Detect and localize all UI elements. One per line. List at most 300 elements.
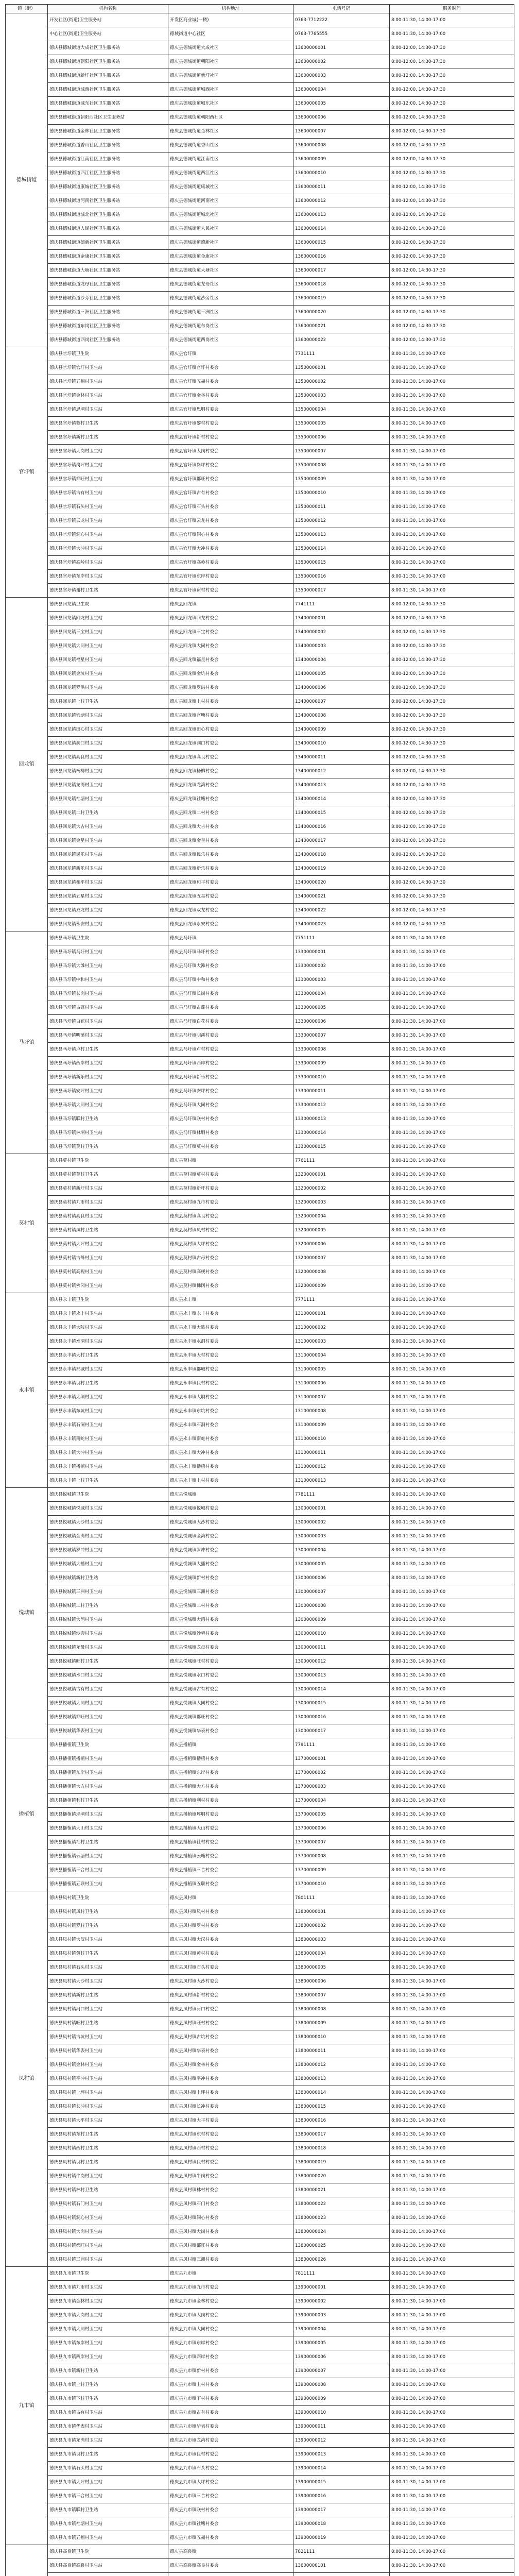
table-row: [6, 681, 514, 695]
institution-address: 德庆县悦城镇大播村委会: [168, 1557, 293, 1571]
institution-name: 德庆县回龙镇龙湾村卫生站: [48, 778, 168, 792]
service-hours: 8:00-11:30, 14:00-17:00: [390, 2364, 514, 2378]
table-row: [6, 1349, 514, 1363]
phone-number: 13600000022: [293, 333, 390, 347]
table-row: [6, 166, 514, 180]
table-row: [6, 2267, 514, 2281]
service-hours: 8:00-12:00, 14:30-17:30: [390, 681, 514, 695]
institution-name: 德庆县官圩镇东岸村卫生站: [48, 570, 168, 584]
table-row: [6, 1029, 514, 1043]
service-hours: 8:00-12:00, 14:30-17:30: [390, 904, 514, 918]
phone-number: 7821111: [293, 2545, 390, 2559]
service-hours: 8:00-11:30, 14:00-17:00: [390, 1112, 514, 1126]
institution-address: 德庆县回龙镇社塘村委会: [168, 792, 293, 806]
service-hours: 8:00-12:00, 14:30-17:30: [390, 639, 514, 653]
institution-name: [48, 2573, 168, 2576]
institution-name: 德庆县播植镇利村卫生站: [48, 1794, 168, 1808]
institution-address: 德庆县官圩镇岗坪村委会: [168, 459, 293, 472]
service-hours: 8:00-11:30, 14:00-17:00: [390, 1516, 514, 1530]
table-row: [6, 486, 514, 500]
phone-number: 13500000001: [293, 361, 390, 375]
service-hours: 8:00-12:00, 14:30-17:30: [390, 152, 514, 166]
table-row: [6, 1780, 514, 1794]
table-row: [6, 1015, 514, 1029]
service-hours: 8:00-12:00, 14:30-17:30: [390, 208, 514, 222]
phone-number: 13600000012: [293, 194, 390, 208]
institution-address: 德庆县播植镇: [168, 1738, 293, 1752]
institution-address: 德庆县德城街道大塘社区: [168, 264, 293, 278]
phone-number: 13800000012: [293, 2058, 390, 2072]
institution-address: 德庆县马圩镇长岗村委会: [168, 987, 293, 1001]
table-row: [6, 1947, 514, 1961]
institution-name: 德庆县德城街道龙母社区卫生服务站: [48, 278, 168, 292]
table-row: [6, 639, 514, 653]
phone-number: 13100000002: [293, 1321, 390, 1335]
institution-name: 德庆县凤村镇金林村卫生站: [48, 2058, 168, 2072]
institution-name: 德庆县悦城镇古有村卫生站: [48, 1683, 168, 1697]
institution-name: 德庆县永丰镇南蛇村卫生站: [48, 1432, 168, 1446]
institution-name: 德庆县莫村镇新圩村卫生站: [48, 1182, 168, 1196]
institution-address: 德庆县德城街道朝阳社区: [168, 55, 293, 69]
phone-number: 7751111: [293, 931, 390, 945]
phone-number: 13000000009: [293, 1613, 390, 1627]
institution-name: 德庆县官圩镇高岭村卫生站: [48, 556, 168, 570]
table-row: [6, 194, 514, 208]
institution-address: 德庆县凤村镇西村村委会: [168, 2142, 293, 2156]
institution-address: 德庆县凤村镇良村村委会: [168, 2156, 293, 2170]
phone-number: 13700000006: [293, 1822, 390, 1836]
institution-address: 德庆县马圩镇林垌村委会: [168, 1126, 293, 1140]
phone-number: 13800000025: [293, 2239, 390, 2253]
service-hours: 8:00-12:00, 14:30-17:30: [390, 751, 514, 765]
institution-address: 德庆县凤村镇上坪村委会: [168, 2086, 293, 2100]
phone-number: 13000000016: [293, 1710, 390, 1724]
phone-number: 13400000011: [293, 751, 390, 765]
service-hours: 8:00-12:00, 14:30-17:30: [390, 820, 514, 834]
institution-name: 德庆县九市镇社塘村卫生站: [48, 2517, 168, 2531]
table-row: [6, 278, 514, 292]
table-row: [6, 1891, 514, 1905]
phone-number: 13800000007: [293, 1989, 390, 2003]
institution-address: 德庆县官圩镇黎村村委会: [168, 417, 293, 431]
institution-name: 德庆县凤村镇西村卫生站: [48, 2142, 168, 2156]
institution-address: 德庆县德城街道江南社区: [168, 152, 293, 166]
service-hours: 8:00-11:30, 14:00-17:00: [390, 2156, 514, 2170]
table-row: [6, 459, 514, 472]
institution-address: 德庆县悦城镇二村村委会: [168, 1599, 293, 1613]
institution-name: 德庆县官圩镇石头村卫生站: [48, 500, 168, 514]
phone-number: 13400000007: [293, 695, 390, 709]
table-row: [6, 1571, 514, 1585]
phone-number: 13300000003: [293, 973, 390, 987]
table-row: [6, 737, 514, 751]
phone-number: 13100000001: [293, 1307, 390, 1321]
phone-number: 13400000022: [293, 904, 390, 918]
institution-name: 德庆县九市镇卫生院: [48, 2267, 168, 2281]
institution-name: 德庆县九市镇东岸村卫生站: [48, 2336, 168, 2350]
institution-address: 德庆县永丰镇都城村委会: [168, 1363, 293, 1377]
institution-name: 德庆县播植镇三合村卫生站: [48, 1863, 168, 1877]
institution-address: 德庆县九市镇: [168, 2267, 293, 2281]
phone-number: 13000000010: [293, 1627, 390, 1641]
institution-name: 德庆县德城街道沙旁社区卫生服务站: [48, 292, 168, 306]
table-row: [6, 1724, 514, 1738]
institution-address: 德庆县九市镇东岸村委会: [168, 2336, 293, 2350]
institution-address: 德庆县凤村镇平冲村委会: [168, 2072, 293, 2086]
service-hours: 8:00-11:30, 14:00-17:00: [390, 1238, 514, 1251]
service-hours: 8:00-11:30, 14:00-17:00: [390, 1168, 514, 1182]
institution-name: 德庆县回龙镇上村卫生站: [48, 695, 168, 709]
phone-number: 13400000015: [293, 806, 390, 820]
institution-name: 德庆县悦城镇龙母村卫生站: [48, 1641, 168, 1655]
phone-number: 13400000002: [293, 625, 390, 639]
table-row: [6, 2503, 514, 2517]
phone-number: 13500000014: [293, 542, 390, 556]
service-hours: 8:00-11:30, 14:00-17:00: [390, 1544, 514, 1557]
service-hours: 8:00-11:30, 14:00-17:00: [390, 1571, 514, 1585]
institution-name: 德庆县永丰镇良村卫生站: [48, 1377, 168, 1391]
institution-address: 德庆县官圩镇谢村村委会: [168, 584, 293, 598]
phone-number: 13600000008: [293, 139, 390, 152]
phone-number: 0763-7765555: [293, 27, 390, 41]
institution-name: 德庆县官圩镇古有村卫生站: [48, 486, 168, 500]
service-hours: 8:00-12:00, 14:30-17:30: [390, 695, 514, 709]
table-row: [6, 1377, 514, 1391]
service-hours: 8:00-11:30, 14:00-17:00: [390, 2378, 514, 2392]
institution-address: 德庆县官圩镇大冲村委会: [168, 542, 293, 556]
table-row: [6, 1057, 514, 1071]
institution-name: 德庆县播植镇播植村卫生站: [48, 1752, 168, 1766]
institution-address: 德庆县马圩镇古蓬村委会: [168, 1001, 293, 1015]
service-hours: 8:00-11:30, 14:00-17:00: [390, 459, 514, 472]
table-row: [6, 55, 514, 69]
institution-address: 德庆县德城街道城西社区: [168, 83, 293, 97]
institution-name: 德庆县回龙镇洞口村卫生站: [48, 737, 168, 751]
service-hours: 8:00-11:30, 14:00-17:00: [390, 1432, 514, 1446]
table-row: [6, 472, 514, 486]
table-row: [6, 1071, 514, 1084]
institution-name: 德庆县九市镇三合村卫生站: [48, 2489, 168, 2503]
institution-name: 德庆县回龙镇卫生院: [48, 598, 168, 612]
institution-name: 德庆县播植镇五联村卫生站: [48, 1877, 168, 1891]
phone-number: 13000000008: [293, 1599, 390, 1613]
service-hours: 8:00-11:30, 14:00-17:00: [390, 542, 514, 556]
phone-number: 13200000006: [293, 1238, 390, 1251]
table-row: [6, 333, 514, 347]
service-hours: 8:00-11:30, 14:00-17:00: [390, 2183, 514, 2197]
service-hours: 8:00-11:30, 14:00-17:00: [390, 1891, 514, 1905]
institution-name: 德庆县悦城镇罗冲村卫生站: [48, 1544, 168, 1557]
institution-name: 德庆县回龙镇金星村卫生站: [48, 834, 168, 848]
service-hours: 8:00-11:30, 14:00-17:00: [390, 2225, 514, 2239]
institution-name: 德庆县永丰镇都城村卫生站: [48, 1363, 168, 1377]
phone-number: 13800000008: [293, 2003, 390, 2016]
institution-name: 中心社区(街道)卫生服务站: [48, 27, 168, 41]
institution-name: 德庆县官圩镇金林村卫生站: [48, 389, 168, 403]
phone-number: 13900000009: [293, 2392, 390, 2406]
phone-number: 13600000016: [293, 250, 390, 264]
phone-number: 13700000005: [293, 1808, 390, 1822]
institution-address: 德庆县德城街道三洲社区: [168, 306, 293, 319]
institution-name: 德庆县德城街道三洲社区卫生服务站: [48, 306, 168, 319]
table-row: [6, 556, 514, 570]
table-row: [6, 2058, 514, 2072]
institution-address: 德庆县九市镇下村村委会: [168, 2392, 293, 2406]
table-row: [6, 1738, 514, 1752]
institution-name: 德庆县悦城镇大沙村卫生站: [48, 1516, 168, 1530]
institution-address: 德庆县播植镇社村村委会: [168, 1836, 293, 1850]
table-row: [6, 1488, 514, 1502]
phone-number: 13200000001: [293, 1168, 390, 1182]
service-hours: 8:00-11:30, 14:00-17:00: [390, 1224, 514, 1238]
header-phone: 电话号码: [293, 5, 390, 13]
phone-number: 13300000011: [293, 1084, 390, 1098]
institution-address: 德庆县永丰镇水洞村委会: [168, 1335, 293, 1349]
institution-address: 德庆县德城街道龙母社区: [168, 278, 293, 292]
table-row: [6, 1279, 514, 1293]
phone-number: 13000000014: [293, 1683, 390, 1697]
table-row: [6, 1530, 514, 1544]
institution-address: 德庆县回龙镇五星村委会: [168, 890, 293, 904]
table-row: [6, 709, 514, 723]
institution-name: 德庆县回龙镇回龙村卫生站: [48, 612, 168, 625]
institution-address: 德庆县莫村镇高良村委会: [168, 1210, 293, 1224]
table-row: [6, 2183, 514, 2197]
table-row: [6, 542, 514, 556]
service-hours: 8:00-12:00, 14:30-17:30: [390, 125, 514, 139]
institution-name: 德庆县凤村镇良村卫生站: [48, 2156, 168, 2170]
table-row: [6, 2197, 514, 2211]
institution-address: 德庆县九市镇石头村委会: [168, 2462, 293, 2476]
table-row: [6, 890, 514, 904]
table-row: [6, 1446, 514, 1460]
institution-address: 德庆县德城街道金林社区: [168, 125, 293, 139]
phone-number: 13900000008: [293, 2378, 390, 2392]
institution-address: 德庆县莫村镇新圩村委会: [168, 1182, 293, 1196]
service-hours: 8:00-11:30, 14:00-17:00: [390, 1349, 514, 1363]
institution-name: 德庆县回龙镇罗洪村卫生站: [48, 681, 168, 695]
phone-number: 13400000014: [293, 792, 390, 806]
institution-name: 德庆县德城街道河南社区卫生服务站: [48, 194, 168, 208]
table-row: [6, 2114, 514, 2128]
phone-number: 13300000008: [293, 1043, 390, 1057]
service-hours: 8:00-11:30, 14:00-17:00: [390, 1126, 514, 1140]
service-hours: 8:00-11:30, 14:00-17:00: [390, 959, 514, 973]
institution-name: 德庆县凤村镇新村卫生站: [48, 1989, 168, 2003]
phone-number: 13600000010: [293, 166, 390, 180]
institution-name: 德庆县播植镇坪垌村卫生站: [48, 1808, 168, 1822]
table-row: [6, 208, 514, 222]
institution-name: 德庆县德城街道金林社区卫生服务站: [48, 125, 168, 139]
institution-address: 德庆县播植镇云塘村委会: [168, 1850, 293, 1863]
service-hours: 8:00-11:30, 14:00-17:00: [390, 2462, 514, 2476]
institution-name: 德庆县马圩镇中和村卫生站: [48, 973, 168, 987]
institution-name: 德庆县官圩镇官圩村卫生站: [48, 361, 168, 375]
institution-name: 德庆县德城街道大塘社区卫生服务站: [48, 264, 168, 278]
table-row: [6, 1251, 514, 1265]
phone-number: 13400000009: [293, 723, 390, 737]
service-hours: 8:00-11:30, 14:00-17:00: [390, 2170, 514, 2183]
service-hours: 8:00-12:00, 14:30-17:30: [390, 778, 514, 792]
table-row: [6, 1710, 514, 1724]
table-row: [6, 27, 514, 41]
institution-name: 德庆县九市镇金林村卫生站: [48, 2295, 168, 2309]
phone-number: 13400000003: [293, 639, 390, 653]
institution-address: 德庆县德城街道城北社区: [168, 208, 293, 222]
institution-name: 德庆县永丰镇东坑村卫生站: [48, 1404, 168, 1418]
institution-address: 德庆县德城街道香山社区: [168, 139, 293, 152]
table-row: [6, 792, 514, 806]
institution-address: 德庆县高良镇: [168, 2545, 293, 2559]
table-row: [6, 695, 514, 709]
institution-address: 德庆县马圩镇卢村村委会: [168, 1043, 293, 1057]
service-directory: [5, 4, 514, 2576]
institution-address: 德庆县官圩镇: [168, 347, 293, 361]
institution-address: 德庆县莫村镇九市村委会: [168, 1196, 293, 1210]
phone-number: 13800000017: [293, 2128, 390, 2142]
institution-name: 德庆县回龙镇官塘村卫生站: [48, 709, 168, 723]
table-row: [6, 1863, 514, 1877]
phone-number: 13300000013: [293, 1112, 390, 1126]
phone-number: 0763-7712222: [293, 13, 390, 27]
service-hours: 8:00-12:00, 14:30-17:30: [390, 264, 514, 278]
institution-address: 德庆县莫村镇佛冈村委会: [168, 1279, 293, 1293]
institution-name: 德庆县官圩镇云龙村卫生站: [48, 514, 168, 528]
institution-name: 德庆县九市镇大同村卫生站: [48, 2323, 168, 2336]
service-hours: 8:00-11:30, 14:00-17:00: [390, 528, 514, 542]
institution-address: 开发区商业城(一楼): [168, 13, 293, 27]
institution-address: 德庆县马圩镇白花村委会: [168, 1015, 293, 1029]
service-hours: 8:00-11:30, 14:00-17:00: [390, 1293, 514, 1307]
table-row: [6, 959, 514, 973]
institution-name: 德庆县莫村镇高良村卫生站: [48, 1210, 168, 1224]
service-hours: 8:00-11:30, 14:00-17:00: [390, 1738, 514, 1752]
header-town: 镇（街）: [6, 5, 48, 13]
institution-name: 德庆县九市镇大坪村卫生站: [48, 2476, 168, 2489]
institution-name: 德庆县悦城镇大播村卫生站: [48, 1557, 168, 1571]
institution-address: 德庆县悦城镇罗冲村委会: [168, 1544, 293, 1557]
institution-address: 德庆县永丰镇: [168, 1293, 293, 1307]
institution-address: 德庆县九市镇社塘村委会: [168, 2517, 293, 2531]
service-hours: 8:00-11:30, 14:00-17:00: [390, 1961, 514, 1975]
table-row: [6, 2225, 514, 2239]
service-hours: 8:00-12:00, 14:30-17:30: [390, 876, 514, 890]
service-hours: [390, 2573, 514, 2576]
institution-address: 德庆县回龙镇杨柳村委会: [168, 765, 293, 778]
service-hours: 8:00-11:30, 14:00-17:00: [390, 2392, 514, 2406]
phone-number: 13000000004: [293, 1544, 390, 1557]
table-row: [6, 1697, 514, 1710]
institution-name: 德庆县回龙镇杨柳村卫生站: [48, 765, 168, 778]
phone-number: 13400000018: [293, 848, 390, 862]
table-row: [6, 2517, 514, 2531]
institution-address: 德庆县马圩镇中和村委会: [168, 973, 293, 987]
table-row: [6, 445, 514, 459]
phone-number: 7731111: [293, 347, 390, 361]
service-hours: 8:00-11:30, 14:00-17:00: [390, 2211, 514, 2225]
institution-address: 德庆县回龙镇二村村委会: [168, 806, 293, 820]
institution-address: 德庆县凤村镇新村村委会: [168, 1989, 293, 2003]
institution-name: 德庆县凤村镇罗村卫生站: [48, 1919, 168, 1933]
institution-name: 德庆县德城街道金康社区卫生服务站: [48, 250, 168, 264]
institution-name: 德庆县马圩镇长岗村卫生站: [48, 987, 168, 1001]
phone-number: 13800000016: [293, 2114, 390, 2128]
phone-number: 13000000011: [293, 1641, 390, 1655]
service-hours: 8:00-12:00, 14:30-17:30: [390, 250, 514, 264]
table-row: [6, 1961, 514, 1975]
service-hours: 8:00-11:30, 14:00-17:00: [390, 1265, 514, 1279]
institution-name: 德庆县永丰镇石洞村卫生站: [48, 1418, 168, 1432]
institution-name: 德庆县德城街道朝阳社区卫生服务站: [48, 55, 168, 69]
institution-address: 德庆县永丰镇石洞村委会: [168, 1418, 293, 1432]
institution-name: 德庆县凤村镇石门村卫生站: [48, 2197, 168, 2211]
institution-name: 德庆县莫村镇卫生院: [48, 1154, 168, 1168]
institution-name: 德庆县官圩镇思垌村卫生站: [48, 403, 168, 417]
institution-name: 德庆县悦城镇大湾村卫生站: [48, 1613, 168, 1627]
table-row: [6, 834, 514, 848]
table-row: [6, 904, 514, 918]
service-hours: 8:00-12:00, 14:30-17:30: [390, 709, 514, 723]
phone-number: 13600000015: [293, 236, 390, 250]
institution-address: 德庆县马圩镇明溪村委会: [168, 1029, 293, 1043]
table-row: [6, 222, 514, 236]
service-hours: 8:00-11:30, 14:00-17:00: [390, 584, 514, 598]
institution-address: 德庆县悦城镇旺村村委会: [168, 1655, 293, 1669]
institution-address: 德庆县九市镇新村村委会: [168, 2364, 293, 2378]
institution-name: 德庆县德城街道新圩社区卫生服务站: [48, 69, 168, 83]
institution-name: 德庆县凤村镇洞心村卫生站: [48, 2211, 168, 2225]
table-row: [6, 2044, 514, 2058]
phone-number: 13500000007: [293, 445, 390, 459]
service-hours: 8:00-11:30, 14:00-17:00: [390, 1557, 514, 1571]
phone-number: 13800000003: [293, 1933, 390, 1947]
institution-address: 德庆县凤村镇凤村村委会: [168, 1905, 293, 1919]
service-hours: 8:00-11:30, 14:00-17:00: [390, 1836, 514, 1850]
service-hours: 8:00-11:30, 14:00-17:00: [390, 2323, 514, 2336]
table-row: [6, 1404, 514, 1418]
service-hours: 8:00-11:30, 14:00-17:00: [390, 1474, 514, 1488]
phone-number: 7811111: [293, 2267, 390, 2281]
institution-name: 德庆县九市镇龙湾村卫生站: [48, 2434, 168, 2448]
service-hours: 8:00-11:30, 14:00-17:00: [390, 431, 514, 445]
institution-address: 德庆县凤村镇石门村委会: [168, 2197, 293, 2211]
service-hours: 8:00-12:00, 14:30-17:30: [390, 333, 514, 347]
service-hours: 8:00-11:30, 14:00-17:00: [390, 1863, 514, 1877]
phone-number: 13400000020: [293, 876, 390, 890]
phone-number: 13400000016: [293, 820, 390, 834]
institution-name: 德庆县马圩镇林垌村卫生站: [48, 1126, 168, 1140]
service-hours: 8:00-11:30, 14:00-17:00: [390, 2420, 514, 2434]
table-row: [6, 375, 514, 389]
institution-address: 德庆县马圩镇莫村村委会: [168, 1140, 293, 1154]
institution-address: 德庆县莫村镇凤村村委会: [168, 1224, 293, 1238]
institution-name: 德庆县马圩镇古蓬村卫生站: [48, 1001, 168, 1015]
institution-address: 德庆县回龙镇官塘村委会: [168, 709, 293, 723]
institution-address: 德庆县回龙镇洞口村委会: [168, 737, 293, 751]
institution-name: 德庆县马圩镇莫村卫生站: [48, 1140, 168, 1154]
service-hours: 8:00-12:00, 14:30-17:30: [390, 918, 514, 931]
table-row: [6, 653, 514, 667]
service-hours: 8:00-12:00, 14:30-17:30: [390, 180, 514, 194]
institution-name: 德庆县高良镇高良村卫生站: [48, 2559, 168, 2573]
phone-number: 13100000012: [293, 1460, 390, 1474]
institution-name: 德庆县莫村镇佛冈村卫生站: [48, 1279, 168, 1293]
table-row: [6, 417, 514, 431]
phone-number: 13800000014: [293, 2086, 390, 2100]
phone-number: 13900000003: [293, 2309, 390, 2323]
service-hours: 8:00-11:30, 14:00-17:00: [390, 2281, 514, 2295]
table-row: [6, 1794, 514, 1808]
